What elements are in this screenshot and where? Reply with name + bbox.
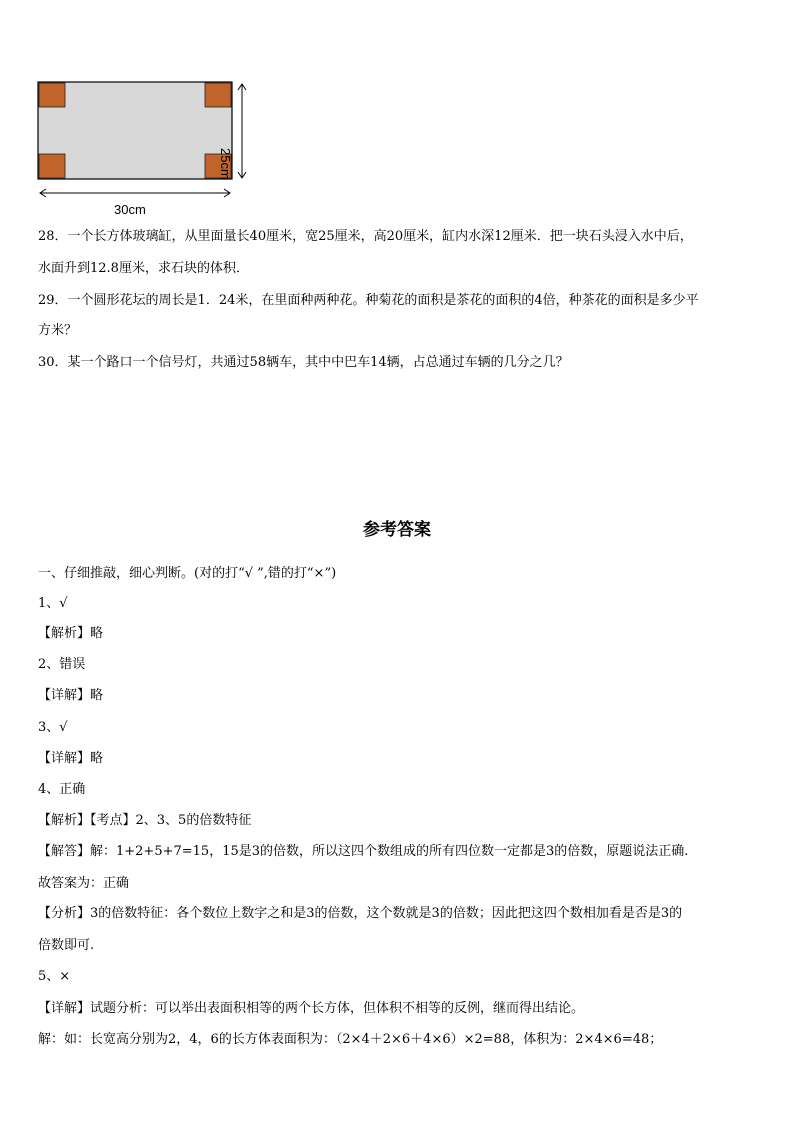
answer-4-conclusion: 故答案为：正确 — [38, 876, 130, 891]
rectangle-figure — [32, 76, 264, 224]
answer-4-reasoning-line-1: 【分析】3的倍数特征：各个数位上数字之和是3的倍数，这个数就是3的倍数；因此把这四个数相加看是否是3的 — [38, 906, 683, 921]
question-30-line-1: 30．某一个路口一个信号灯，共通过58辆车，其中中巴车14辆，占总通过车辆的几分之几？ — [38, 355, 569, 370]
width-arrow — [40, 189, 230, 197]
corner-square-tr — [205, 83, 231, 107]
answer-3: 3、√ — [38, 720, 68, 735]
width-label: 30cm — [114, 202, 146, 217]
answer-section-heading: 一、仔细推敲，细心判断。(对的打“√ ”,错的打“×”) — [38, 566, 337, 581]
corner-square-bl — [39, 154, 65, 178]
answer-3-detail: 【详解】略 — [38, 751, 104, 766]
question-28-line-2: 水面升到12.8厘米，求石块的体积． — [38, 261, 249, 276]
height-label: 25cm — [218, 148, 233, 180]
answer-5-solution: 解：如：长宽高分别为2，4，6的长方体表面积为：（2×4＋2×6＋4×6）×2=88，体积为：2×4×6=48； — [38, 1032, 663, 1047]
answer-1: 1、√ — [38, 596, 68, 611]
corner-square-tl — [39, 83, 65, 107]
answer-5-detail: 【详解】试题分析：可以举出表面积相等的两个长方体，但体积不相等的反例，继而得出结论。 — [38, 1001, 585, 1016]
answer-4-analysis: 【解析】【考点】2、3、5的倍数特征 — [38, 813, 252, 828]
answer-4-reasoning-line-2: 倍数即可. — [38, 938, 95, 953]
answer-2: 2、错误 — [38, 657, 86, 672]
answer-1-analysis: 【解析】略 — [38, 626, 104, 641]
answer-title: 参考答案 — [363, 520, 431, 540]
rectangle-body — [38, 82, 232, 179]
question-29-line-1: 29．一个圆形花坛的周长是1．24米，在里面种两种花。种菊花的面积是茶花的面积的4倍，种茶花的面积是多少平 — [38, 293, 699, 308]
answer-4: 4、正确 — [38, 782, 86, 797]
question-28-line-1: 28．一个长方体玻璃缸，从里面量长40厘米，宽25厘米，高20厘米，缸内水深12厘米．把一块石头浸入水中后， — [38, 229, 693, 244]
answer-2-detail: 【详解】略 — [38, 688, 104, 703]
answer-4-solution: 【解答】解：1+2+5+7=15，15是3的倍数，所以这四个数组成的所有四位数一定都是3的倍数，原题说法正确. — [38, 844, 689, 859]
question-29-line-2: 方米？ — [38, 323, 78, 338]
answer-5: 5、× — [38, 969, 71, 984]
height-arrow — [238, 84, 246, 178]
